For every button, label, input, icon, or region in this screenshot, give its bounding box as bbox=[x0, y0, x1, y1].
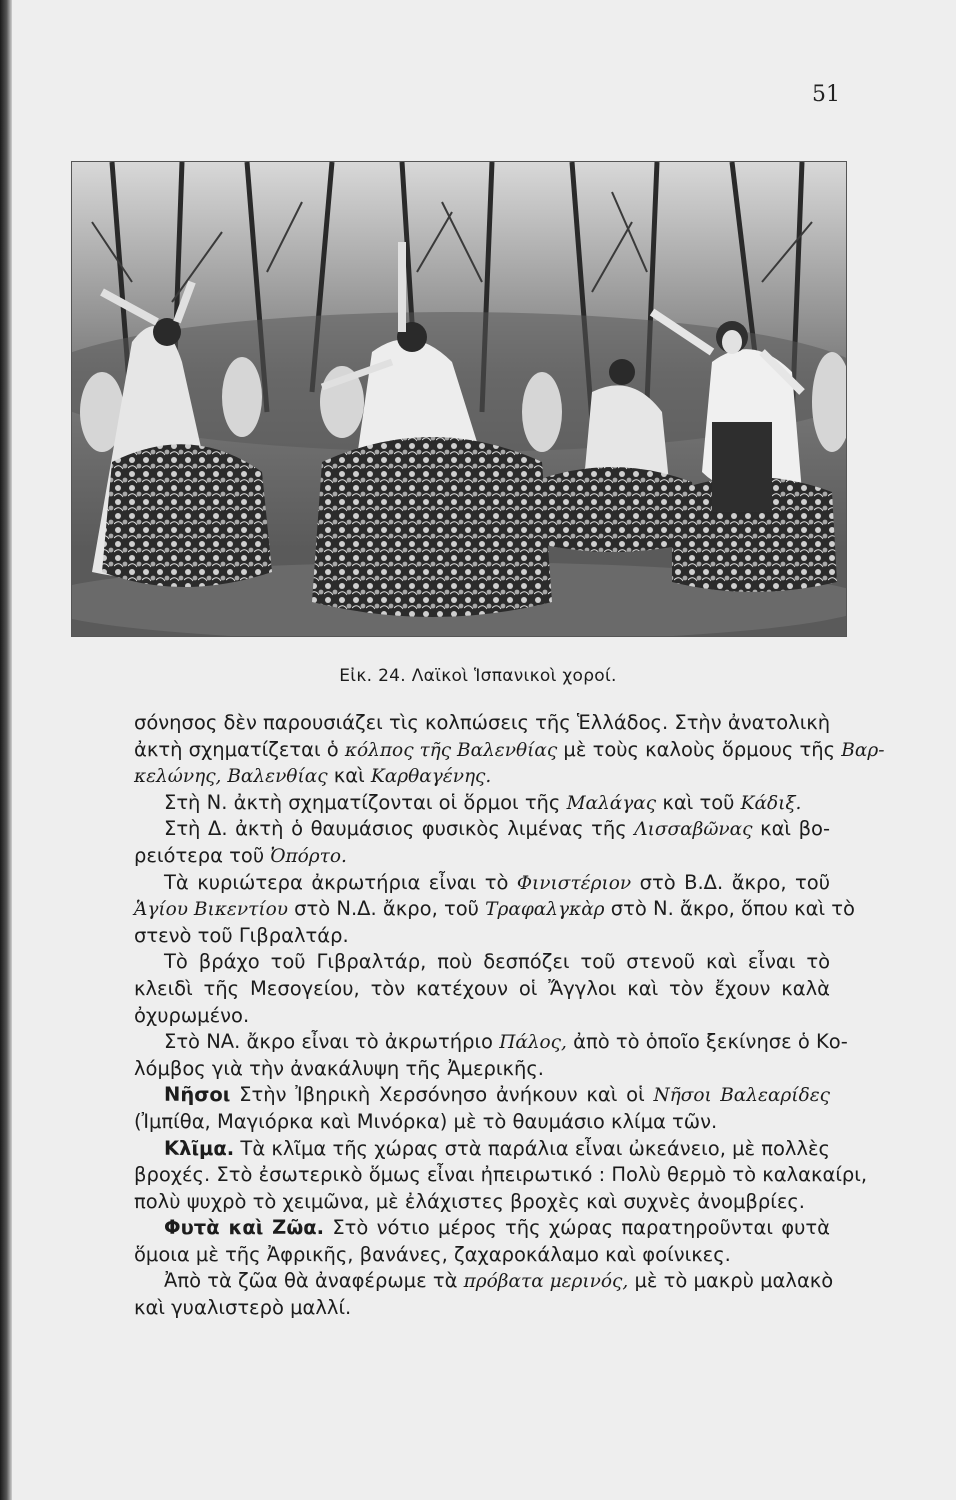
text-line bbox=[134, 1295, 830, 1322]
text-segment: Τὰ κυριώτερα ἀκρωτήρια εἶναι τὸ bbox=[164, 870, 517, 894]
text-segment: Ἀπὸ τὰ ζῶα θὰ ἀναφέρωμε τὰ bbox=[164, 1269, 464, 1293]
text-segment: Τὸ βράχο τοῦ Γιβραλτάρ, ποὺ δεσπόζει τοῦ στενοῦ καὶ εἶναι τὸ bbox=[164, 950, 830, 974]
text-segment: λόμβος γιὰ τὴν ἀνακάλυψη τῆς Ἀμερικῆς. bbox=[134, 1056, 544, 1080]
text-segment: Στὴ Δ. ἀκτὴ ὁ θαυμάσιος φυσικὸς λιμένας τῆς bbox=[164, 817, 635, 841]
italic-term: Λισσαβῶνας bbox=[634, 819, 753, 841]
text-segment: στενὸ τοῦ Γιβραλτάρ. bbox=[134, 923, 349, 947]
text-segment: καὶ γυαλιστερὸ μαλλί. bbox=[134, 1296, 352, 1320]
italic-term: Καρθαγένης. bbox=[370, 766, 492, 788]
text-line bbox=[134, 710, 830, 737]
figure-caption: Εἰκ. 24. Λαϊκοὶ Ἱσπανικοὶ χοροί. bbox=[339, 666, 617, 686]
italic-term: κόλπος τῆς Βαλενθίας bbox=[344, 739, 558, 761]
text-line bbox=[134, 816, 830, 843]
text-segment: στὸ Β.Δ. ἄκρο, τοῦ bbox=[631, 870, 830, 894]
italic-term: κελώνης, Βαλενθίας bbox=[134, 766, 328, 788]
text-segment: ὅμοια μὲ τῆς Ἀφρικῆς, βανάνες, ζαχαροκάλαμο καὶ φοίνικες. bbox=[134, 1242, 731, 1266]
body-text bbox=[134, 710, 885, 1322]
italic-term: Βαρ- bbox=[841, 739, 885, 761]
italic-term: Κάδιξ. bbox=[740, 792, 802, 814]
text-segment: πολὺ ψυχρὸ τὸ χειμῶνα, μὲ ἐλάχιστες βροχὲς καὶ συχνὲς ἀνομβρίες. bbox=[134, 1189, 805, 1213]
text-segment: στὸ Ν. ἄκρο, ὅπου καὶ τὸ bbox=[604, 897, 855, 921]
text-line bbox=[134, 1215, 830, 1242]
italic-term: Πάλος, bbox=[499, 1032, 567, 1054]
text-line bbox=[134, 1056, 830, 1083]
italic-term: Ἁγίου Βικεντίου bbox=[134, 899, 288, 921]
text-segment: σόνησος δὲν παρουσιάζει τὶς κολπώσεις τῆς Ἑλλάδος. Στὴν ἀνατολικὴ bbox=[134, 711, 831, 734]
italic-term: Τραφαλγκὰρ bbox=[485, 899, 605, 921]
text-segment: Στὴν Ἰβηρικὴ Χερσόνησο ἀνήκουν καὶ οἱ bbox=[230, 1083, 654, 1107]
text-line bbox=[134, 1242, 830, 1269]
italic-term: Φινιστέριον bbox=[516, 872, 632, 894]
text-line bbox=[134, 949, 830, 976]
figure-photo-dancers bbox=[72, 162, 846, 636]
italic-term: Νῆσοι Βαλεαρίδες bbox=[653, 1085, 830, 1107]
text-segment: στὸ Ν.Δ. ἄκρο, τοῦ bbox=[287, 897, 486, 921]
text-segment: καὶ bbox=[327, 764, 371, 788]
text-segment: μὲ τοὺς καλοὺς ὅρμους τῆς bbox=[557, 737, 842, 761]
text-segment: Τὰ κλῖμα τῆς χώρας στὰ παράλια εἶναι ὠκεάνειο, μὲ πολλὲς bbox=[234, 1136, 830, 1160]
text-line bbox=[134, 1029, 848, 1056]
text-line bbox=[134, 843, 830, 870]
text-segment: ἀκτὴ σχηματίζεται ὁ bbox=[134, 737, 345, 761]
section-heading: Κλῖμα. bbox=[164, 1136, 235, 1160]
text-segment: ρειότερα τοῦ bbox=[134, 843, 271, 867]
text-line bbox=[134, 1109, 830, 1136]
text-line bbox=[134, 896, 855, 923]
text-segment: (Ἰμπίθα, Μαγιόρκα καὶ Μινόρκα) μὲ τὸ θαυμάσιο κλίμα τῶν. bbox=[134, 1109, 718, 1133]
text-line bbox=[134, 1268, 834, 1295]
text-line bbox=[134, 870, 830, 897]
text-line bbox=[134, 976, 830, 1003]
text-line bbox=[134, 790, 830, 817]
text-line bbox=[134, 737, 885, 764]
text-line bbox=[134, 1082, 830, 1109]
italic-term: Ὀπόρτο. bbox=[270, 845, 347, 867]
page-number: 51 bbox=[812, 82, 840, 107]
page-edge-shadow bbox=[0, 0, 12, 1500]
italic-term: πρόβατα μερινός, bbox=[463, 1271, 629, 1293]
text-segment: καὶ βο- bbox=[752, 817, 830, 841]
text-segment: καὶ τοῦ bbox=[656, 790, 741, 814]
text-line bbox=[134, 1136, 830, 1163]
text-segment: ἀπὸ τὸ ὁποῖο ξεκίνησε ὁ Κο- bbox=[566, 1030, 848, 1054]
text-line bbox=[134, 923, 830, 950]
text-segment: Στὸ ΝΑ. ἄκρο εἶναι τὸ ἀκρωτήριο bbox=[164, 1030, 500, 1054]
text-segment: Στὴ Ν. ἀκτὴ σχηματίζονται οἱ ὅρμοι τῆς bbox=[164, 790, 567, 814]
text-segment: Στὸ νότιο μέρος τῆς χώρας παρατηροῦνται φυτὰ bbox=[324, 1216, 831, 1240]
text-segment: βροχές. Στὸ ἐσωτερικὸ ὅμως εἶναι ἠπειρωτικό : Πολὺ θερμὸ τὸ καλακαίρι, bbox=[134, 1163, 868, 1187]
text-line bbox=[134, 763, 830, 790]
text-line bbox=[134, 1003, 830, 1030]
text-segment: μὲ τὸ μακρὺ μαλακὸ bbox=[628, 1269, 834, 1293]
text-line bbox=[134, 1189, 830, 1216]
text-segment: ὀχυρωμένο. bbox=[134, 1003, 250, 1027]
text-line bbox=[134, 1162, 868, 1189]
section-heading: Νῆσοι bbox=[164, 1083, 231, 1107]
italic-term: Μαλάγας bbox=[566, 792, 657, 814]
section-heading: Φυτὰ καὶ Ζῶα. bbox=[164, 1216, 325, 1240]
text-segment: κλειδὶ τῆς Μεσογείου, τὸν κατέχουν οἱ Ἄγγλοι καὶ τὸν ἔχουν καλὰ bbox=[134, 976, 830, 1000]
